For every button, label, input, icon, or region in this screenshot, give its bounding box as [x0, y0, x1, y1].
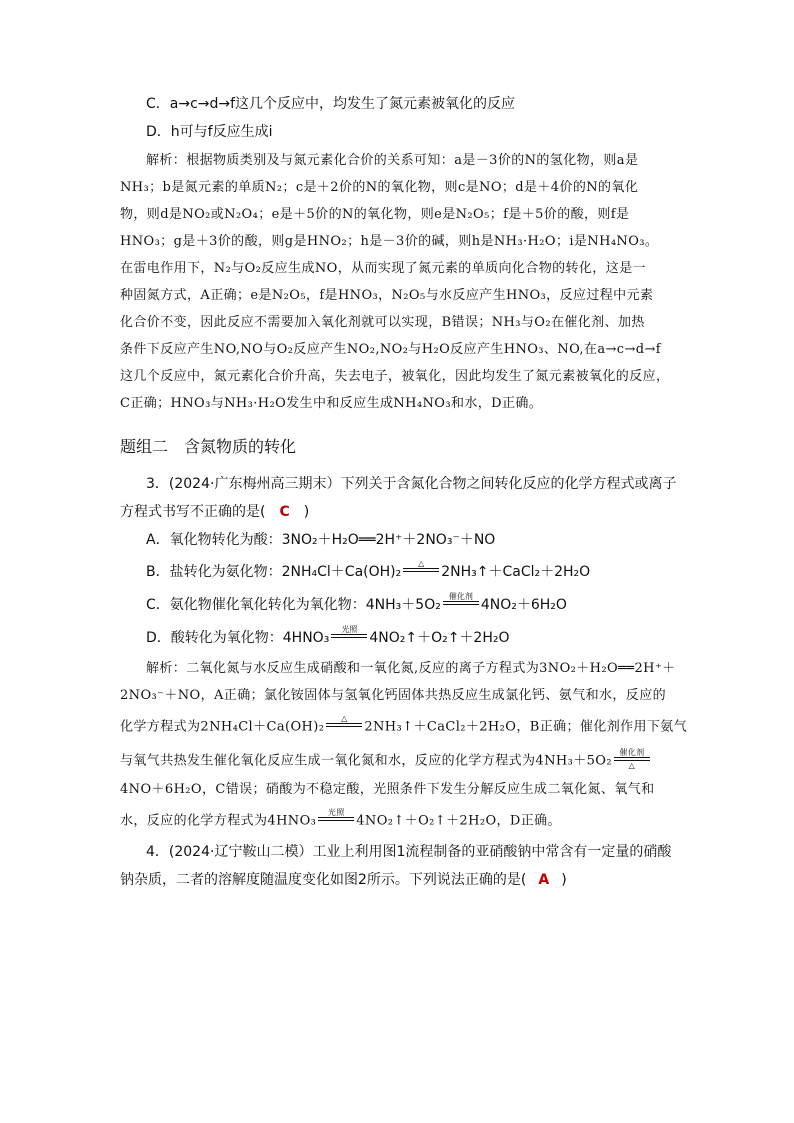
question-3-answer: C — [279, 504, 290, 520]
option-d-prev: D．h可与f反应生成i — [146, 124, 273, 140]
q3-exp-d-products: 4NO₂↑＋O₂↑＋2H₂O，D正确。 — [356, 813, 561, 829]
q3-exp-b-reactants: 化学方程式为2NH₄Cl＋Ca(OH)₂ — [120, 719, 325, 735]
q3-exp-b-products: 2NH₃↑＋CaCl₂＋2H₂O，B正确；催化剂作用下氨气 — [364, 719, 688, 735]
q3-option-c-reactants: C．氨化物催化氧化转化为氧化物：4NH₃＋5O₂ — [146, 597, 441, 613]
question-3-line-1: 3．(2024·广东梅州高三期末）下列关于含氮化合物之间转化反应的化学方程式或离子 — [146, 476, 677, 492]
q3-explanation-line-4 — [120, 750, 652, 772]
light-condition-sign — [331, 625, 367, 647]
q3-explanation-line-2: 2NO₃⁻＋NO，A正确；氯化铵固体与氢氧化钙固体共热反应生成氯化钙、氨气和水，反应的 — [120, 688, 666, 703]
q3-option-b-products: 2NH₃↑＋CaCl₂＋2H₂O — [441, 564, 591, 580]
explanation-1-line-8: 条件下反应产生NO,NO与O₂反应产生NO₂,NO₂与H₂O反应产生HNO₃、NO,在a→c→d→f — [120, 342, 661, 357]
catalyst-label: 催化剂 — [448, 592, 473, 601]
heat-condition-sign — [326, 714, 362, 736]
q3-option-b — [146, 561, 590, 583]
light-label: 光照 — [327, 808, 345, 817]
heat-symbol: △ — [418, 559, 425, 568]
question-4-answer: A — [538, 872, 550, 888]
question-3-paren-close: ) — [303, 504, 310, 520]
light-condition-sign — [318, 808, 354, 830]
explanation-1-line-10: C正确；HNO₃与NH₃·H₂O发生中和反应生成NH₄NO₃和水，D正确。 — [120, 396, 543, 411]
question-4-line-2 — [120, 870, 567, 890]
question-4-line-1: 4．(2024·辽宁鞍山二模）工业上利用图1流程制备的亚硝酸钠中常含有一定量的硝酸 — [146, 844, 672, 860]
q3-explanation-line-3 — [120, 716, 687, 738]
q3-option-d-products: 4NO₂↑＋O₂↑＋2H₂O — [369, 630, 510, 646]
section-title: 题组二 含氮物质的转化 — [120, 437, 297, 456]
q3-option-d-reactants: D．酸转化为氧化物：4HNO₃ — [146, 630, 330, 646]
q3-exp-d-reactants: 水，反应的化学方程式为4HNO₃ — [120, 813, 317, 829]
explanation-1-line-9: 这几个反应中，氮元素化合价升高，失去电子，被氧化，因此均发生了氮元素被氧化的反应， — [120, 369, 670, 384]
explanation-1-line-7: 化合价不变，因此反应不需要加入氧化剂就可以实现，B错误；NH₃与O₂在催化剂、加热 — [120, 315, 645, 330]
light-label: 光照 — [341, 625, 358, 634]
question-4-stem-end: 钠杂质，二者的溶解度随温度变化如图2所示。下列说法正确的是( — [120, 872, 527, 888]
q3-explanation-line-1: 解析：二氧化氮与水反应生成硝酸和一氧化氮,反应的离子方程式为3NO₂＋H₂O══2H⁺＋ — [146, 661, 676, 676]
explanation-1-line-1: 解析：根据物质类别及与氮元素化合价的关系可知：a是－3价的N的氢化物，则a是 — [146, 153, 639, 168]
question-3-stem-end: 方程式书写不正确的是( — [120, 504, 266, 520]
catalyst-condition-sign — [443, 592, 479, 614]
q3-option-b-reactants: B．盐转化为氨化物：2NH₄Cl＋Ca(OH)₂ — [146, 564, 402, 580]
q3-exp-c-reactants: 与氧气共热发生催化氧化反应生成一氧化氮和水，反应的化学方程式为4NH₃＋5O₂ — [120, 753, 612, 769]
q3-explanation-line-5: 4NO＋6H₂O，C错误；硝酸为不稳定酸，光照条件下发生分解反应生成二氧化氮、氧气和 — [120, 782, 655, 797]
heat-condition-sign — [403, 559, 439, 581]
explanation-1-line-4: HNO₃；g是＋3价的酸，则g是HNO₂；h是－3价的碱，则h是NH₃·H₂O；i是NH₄NO₃。 — [120, 234, 659, 249]
q3-option-c — [146, 594, 567, 616]
explanation-1-line-5: 在雷电作用下，N₂与O₂反应生成NO，从而实现了氮元素的单质向化合物的转化，这是一 — [120, 261, 646, 276]
catalyst-label: 催化剂 — [619, 748, 645, 757]
explanation-1-line-6: 种固氮方式，A正确；e是N₂O₅，f是HNO₃，N₂O₅与水反应产生HNO₃，反应过程中元素 — [120, 288, 654, 303]
q3-option-a: A．氧化物转化为酸：3NO₂＋H₂O══2H⁺＋2NO₃⁻＋NO — [146, 532, 496, 548]
explanation-1-line-2: NH₃；b是氮元素的单质N₂；c是＋2价的N的氧化物，则c是NO；d是＋4价的N的氧化 — [120, 180, 639, 195]
question-4-paren-close: ) — [561, 872, 567, 888]
question-3-line-2 — [120, 502, 309, 522]
heat-symbol: △ — [341, 714, 348, 723]
explanation-1-line-3: 物，则d是NO₂或N₂O₄；e是＋5价的N的氧化物，则e是N₂O₅；f是＋5价的酸，则f是 — [120, 207, 630, 222]
option-c-prev: C．a→c→d→f这几个反应中，均发生了氮元素被氧化的反应 — [146, 96, 516, 112]
q3-explanation-line-6 — [120, 810, 561, 832]
q3-option-c-products: 4NO₂＋6H₂O — [480, 597, 567, 613]
heat-symbol: △ — [628, 761, 636, 770]
q3-option-d — [146, 627, 510, 649]
catalyst-heat-condition-sign — [614, 748, 650, 770]
